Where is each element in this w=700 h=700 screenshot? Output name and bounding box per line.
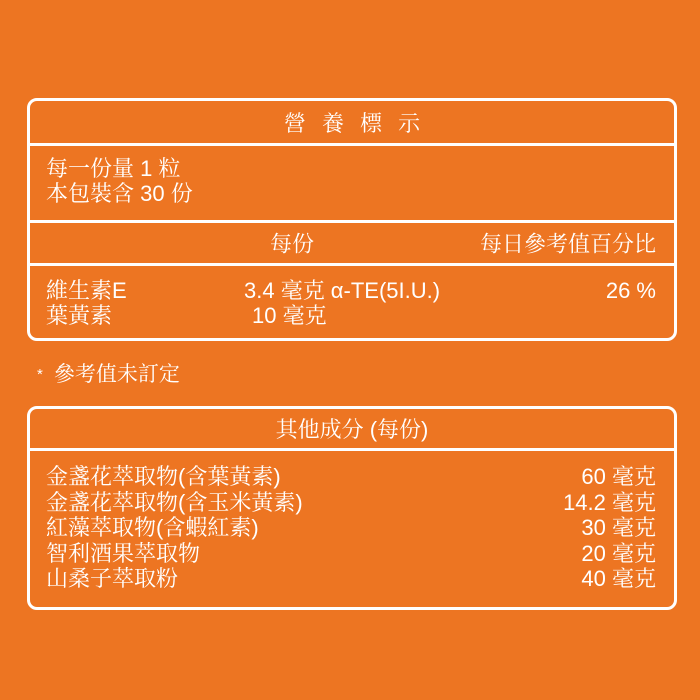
ingredient-name: 山桑子萃取粉 — [46, 566, 179, 591]
ingredient-name: 紅藻萃取物(含蝦紅素) — [46, 515, 259, 540]
table-row — [46, 278, 656, 303]
nutrient-rows — [30, 266, 674, 328]
nutrition-facts-box — [27, 98, 677, 341]
nutrient-name: 葉黃素 — [46, 303, 113, 328]
other-ingredient-rows — [30, 451, 674, 592]
footnote — [37, 363, 180, 387]
column-header-row — [30, 223, 674, 266]
other-ingredients-box — [27, 406, 677, 610]
table-row — [46, 541, 656, 567]
ingredient-name: 智利酒果萃取物 — [46, 540, 201, 566]
serving-info-section — [30, 146, 674, 223]
column-header-per-serving: 每份 — [270, 231, 315, 257]
table-row — [46, 515, 656, 541]
column-header-daily-value: 每日參考值百分比 — [479, 231, 656, 257]
table-row — [46, 566, 656, 592]
ingredient-name: 金盞花萃取物(含葉黃素) — [46, 464, 281, 489]
table-row — [46, 490, 656, 516]
table-row — [46, 303, 656, 328]
asterisk-marker: * — [37, 366, 43, 383]
ingredient-amount: 20 毫克 — [581, 540, 656, 566]
other-ingredients-title: 其他成分 (每份) — [30, 409, 674, 451]
ingredient-name: 金盞花萃取物(含玉米黃素) — [46, 489, 303, 515]
ingredient-amount: 30 毫克 — [581, 515, 656, 540]
nutrient-amount: 3.4 毫克 α-TE(5I.U.) — [244, 278, 441, 303]
nutrient-name: 維生素E — [46, 278, 127, 303]
serving-size-line: 每一份量 1 粒 — [46, 156, 181, 181]
ingredient-amount: 40 毫克 — [581, 566, 656, 591]
servings-per-package-line: 本包裝含 30 份 — [46, 181, 193, 206]
nutrition-facts-title: 營 養 標 示 — [30, 101, 674, 146]
footnote-text: 參考值未訂定 — [53, 363, 180, 386]
table-row — [46, 464, 656, 490]
ingredient-amount: 60 毫克 — [581, 464, 656, 489]
nutrient-daily-value: 26 % — [605, 278, 656, 303]
nutrient-amount: 10 毫克 — [252, 303, 327, 328]
ingredient-amount: 14.2 毫克 — [563, 489, 656, 515]
